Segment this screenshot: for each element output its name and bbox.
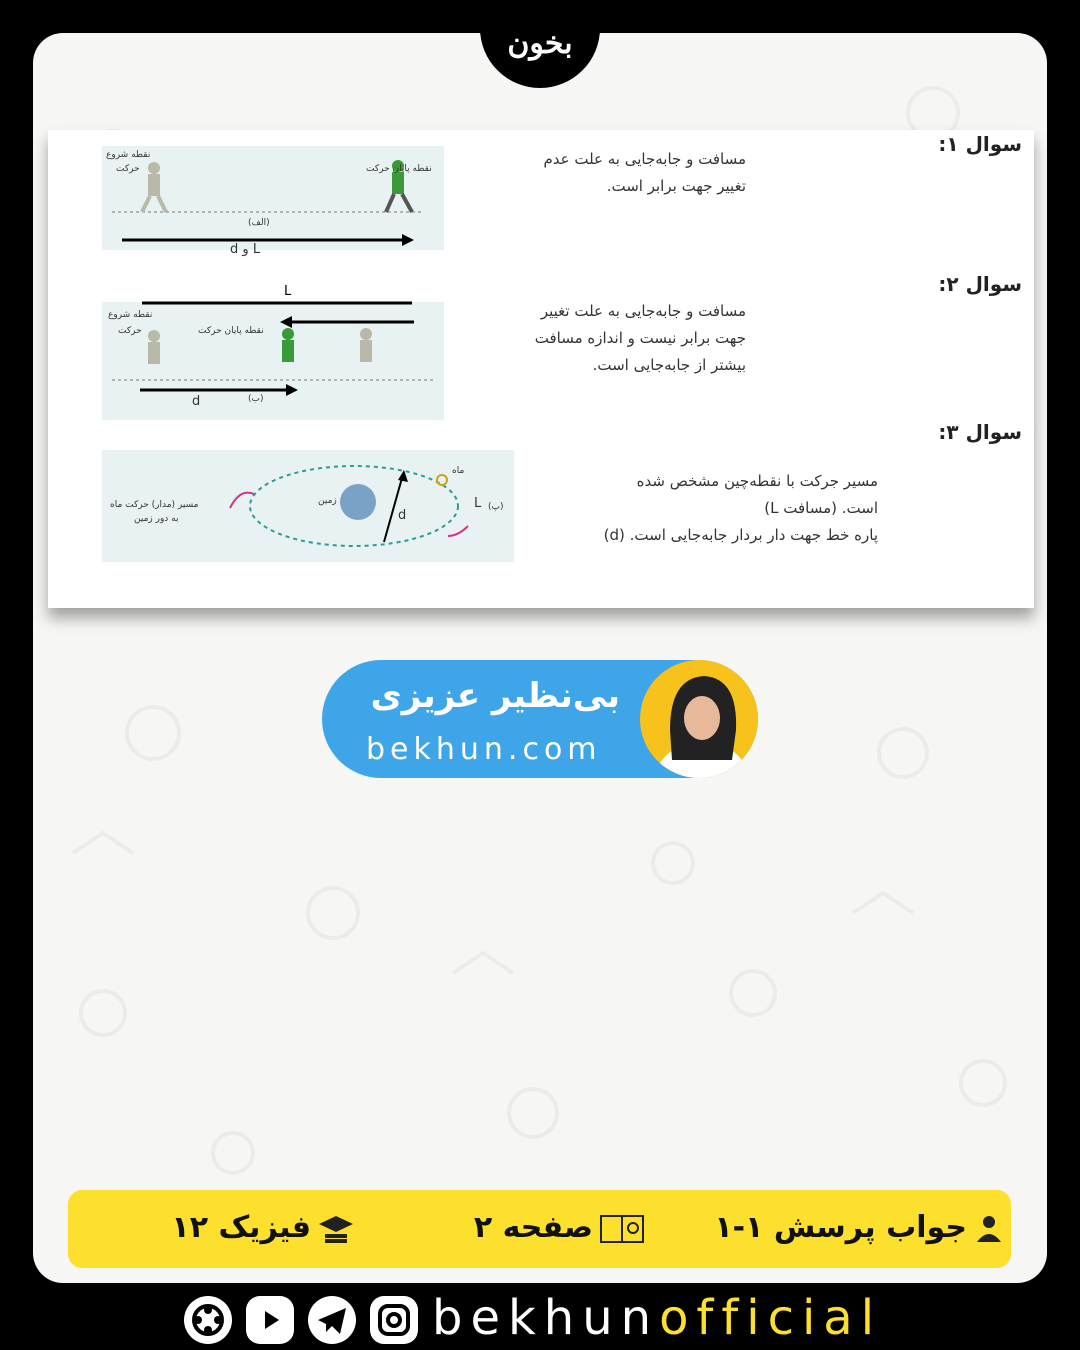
- figure-3-part: (پ): [488, 502, 504, 512]
- brand-handle[interactable]: bekhunofficial: [432, 1290, 883, 1346]
- figure-2-end-label: نقطه پایان حرکت: [198, 326, 264, 336]
- figure-1-end-label: نقطه پایان حرکت: [366, 164, 432, 174]
- figure-3-l-label: L: [474, 496, 482, 511]
- avatar-portrait: [640, 660, 758, 778]
- figure-2-drawing: [102, 302, 444, 420]
- figure-1-arrow-label: L و d: [230, 242, 261, 257]
- question-2-title: سوال ۲:: [938, 272, 1022, 296]
- footer-page: صفحه ۲: [474, 1210, 645, 1245]
- footer-answer: جواب پرسش ۱-۱: [714, 1210, 1005, 1245]
- figure-3-earth-label: زمین: [318, 496, 337, 506]
- figure-1-drawing: [102, 146, 444, 250]
- figure-2-top-line: [142, 300, 412, 306]
- figure-2: [102, 302, 444, 420]
- author-site[interactable]: bekhun.com: [366, 732, 602, 767]
- figure-2-arrow-label: d: [192, 394, 201, 409]
- figure-1: [102, 146, 444, 257]
- author-name: بی‌نظیر عزیزی: [370, 676, 620, 716]
- figure-3-d-label: d: [398, 508, 407, 523]
- author-badge[interactable]: [322, 660, 758, 778]
- student-icon: [973, 1212, 1005, 1244]
- aparat-icon[interactable]: [184, 1296, 232, 1344]
- figure-1-part: (الف): [248, 218, 270, 228]
- figure-1-start-label: نقطه شروع: [106, 150, 151, 160]
- question-1-title: سوال ۱:: [938, 132, 1022, 156]
- social-bar: [0, 1290, 1080, 1350]
- question-2-text: مسافت و جابه‌جایی به علت تغییر جهت برابر نیست و اندازه مسافت بیشتر از جابه‌جایی است.: [534, 302, 746, 374]
- figure-2-start-label: نقطه شروع: [108, 310, 153, 320]
- figure-3-moon-label: ماه: [452, 466, 465, 476]
- instagram-icon[interactable]: [370, 1296, 418, 1344]
- figure-3-orbit-label-2: به دور زمین: [134, 514, 179, 524]
- open-book-icon: [599, 1212, 645, 1244]
- youtube-icon[interactable]: [246, 1296, 294, 1344]
- logo-text: بخون: [507, 25, 573, 61]
- telegram-icon[interactable]: [308, 1296, 356, 1344]
- figure-3: [102, 450, 514, 562]
- figure-2-top-label: L: [284, 284, 292, 299]
- graduation-cap-icon: [317, 1212, 355, 1244]
- avatar: [640, 660, 758, 778]
- figure-2-start-label-2: حرکت: [118, 326, 142, 336]
- question-3-title: سوال ۳:: [938, 420, 1022, 444]
- figure-1-start-label-2: حرکت: [116, 164, 140, 174]
- answer-sheet: [48, 130, 1034, 608]
- footer-subject: فیزیک ۱۲: [171, 1210, 355, 1245]
- figure-3-orbit-label: مسیر (مدار) حرکت ماه: [110, 500, 199, 510]
- question-1-text: مسافت و جابه‌جایی به علت عدم تغییر جهت برابر است.: [543, 150, 746, 195]
- footer-bar: [68, 1190, 1011, 1268]
- figure-2-part: (ب): [248, 394, 264, 404]
- question-3-text: مسیر جرکت با نقطه‌چین مشخص شده است. (مسافت L) پاره خط جهت دار بردار جابه‌جایی است. (d): [603, 472, 878, 544]
